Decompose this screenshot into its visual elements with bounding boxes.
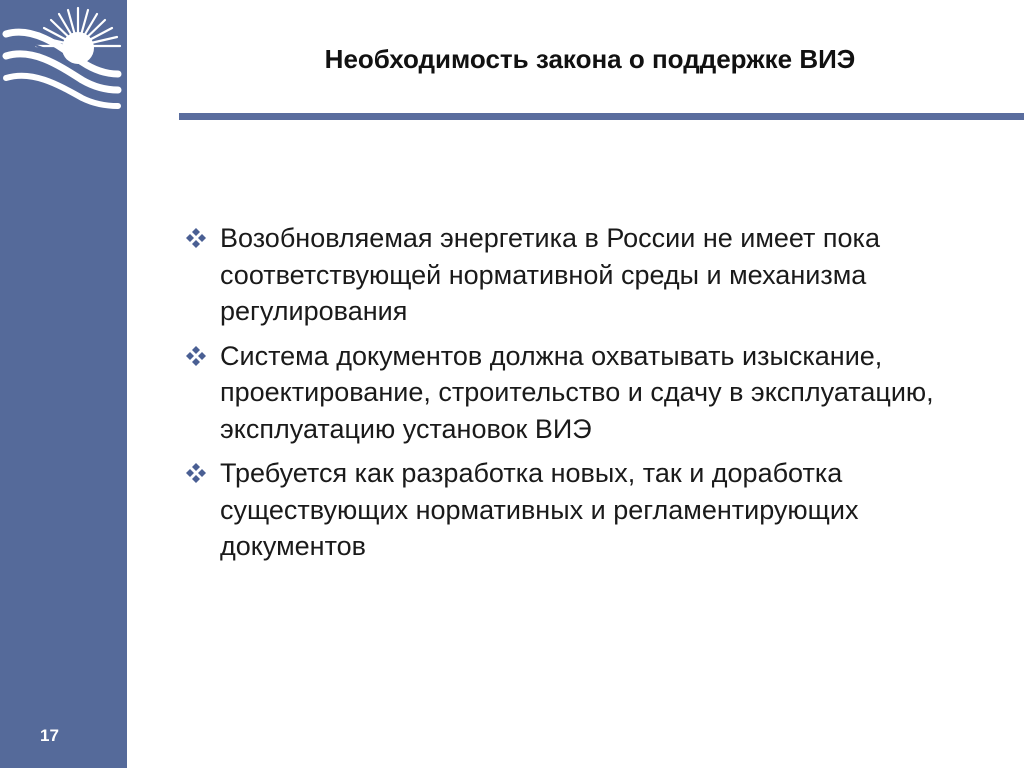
four-diamond-bullet-icon [184,345,208,367]
four-diamond-bullet-icon [184,462,208,484]
bullet-item [184,455,984,565]
bullet-item [184,338,984,448]
bullet-text: Требуется как разработка новых, так и доработка существующих нормативных и регламентирующих документов [220,458,859,561]
bullet-list [184,220,984,573]
bullet-text: Возобновляемая энергетика в России не имеет пока соответствующей нормативной среды и механизма регулирования [220,223,880,326]
title-divider [179,113,1024,120]
page-number: 17 [40,726,59,745]
sun-waves-logo-icon [2,4,122,114]
bullet-text: Система документов должна охватывать изыскание, проектирование, строительство и сдачу в эксплуатацию, эксплуатацию установок ВИЭ [220,340,934,444]
bullet-item [184,220,984,330]
four-diamond-bullet-icon [184,227,208,249]
slide-title: Необходимость закона о поддержке ВИЭ [324,44,856,74]
sidebar [0,0,127,768]
